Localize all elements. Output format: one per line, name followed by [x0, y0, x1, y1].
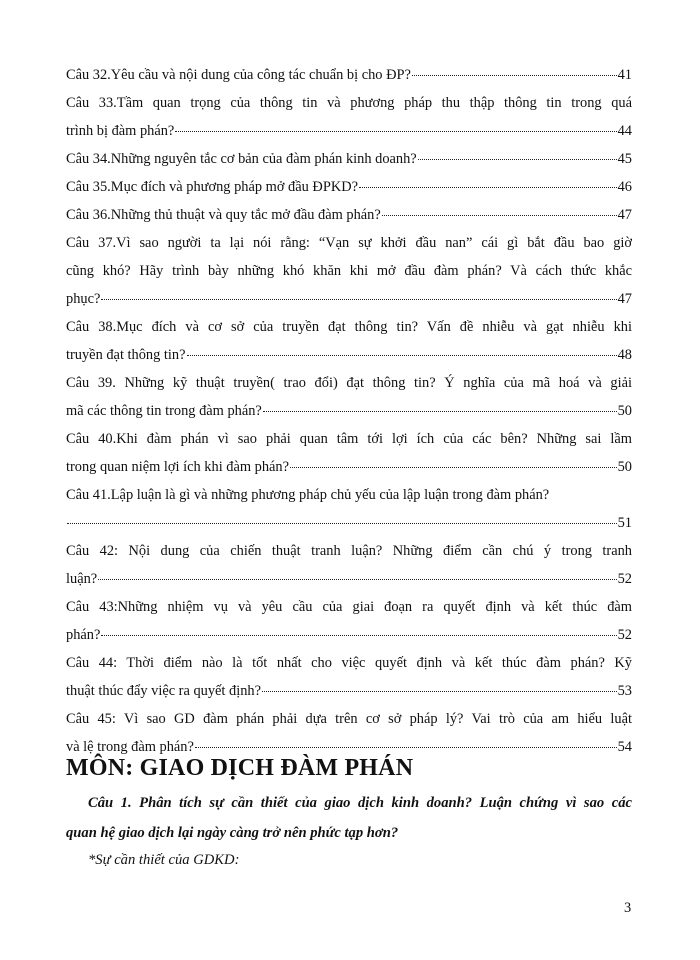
- toc-page-number: 47: [617, 207, 632, 223]
- toc-entry-q41: [66, 481, 632, 537]
- toc-dot-leader: [290, 467, 617, 468]
- toc-entry-text-line: Câu 38.Mục đích và cơ sở của truyền đạt thông tin? Vấn đề nhiễu và gạt nhiễu khi: [66, 319, 632, 335]
- toc-entry-text: và lệ trong đàm phán?: [66, 739, 194, 755]
- toc-entry-text: Câu 35.Mục đích và phương pháp mở đầu ĐPKD?: [66, 179, 359, 195]
- toc-page-number: 52: [617, 627, 632, 643]
- table-of-contents: [66, 61, 632, 761]
- toc-dot-leader: [175, 131, 616, 132]
- toc-page-number: 48: [617, 347, 632, 363]
- page-number: 3: [624, 900, 632, 916]
- toc-entry-text-line: Câu 41.Lập luận là gì và những phương pháp chủ yếu của lập luận trong đàm phán?: [66, 487, 550, 503]
- toc-entry-last-line: [66, 341, 632, 369]
- toc-entry-q34: [66, 145, 632, 173]
- toc-entry-q43: [66, 593, 632, 649]
- toc-entry-q35: [66, 173, 632, 201]
- toc-entry-last-line: [66, 201, 632, 229]
- section-heading: MÔN: GIAO DỊCH ĐÀM PHÁN: [66, 755, 414, 781]
- toc-entry-text: mã các thông tin trong đàm phán?: [66, 403, 262, 419]
- toc-dot-leader: [195, 747, 617, 748]
- toc-entry-q42: [66, 537, 632, 593]
- toc-page-number: 41: [617, 67, 632, 83]
- toc-page-number: 50: [617, 403, 632, 419]
- toc-entry-last-line: [66, 509, 632, 537]
- toc-entry-last-line: [66, 173, 632, 201]
- toc-entry-text: trong quan niệm lợi ích khi đàm phán?: [66, 459, 290, 475]
- toc-page-number: 52: [617, 571, 632, 587]
- toc-entry-text-line: Câu 39. Những kỹ thuật truyền( trao đổi) đạt thông tin? Ý nghĩa của mã hoá và giải: [66, 375, 632, 391]
- toc-entry-q38: [66, 313, 632, 369]
- toc-entry-text-line: Câu 40.Khi đàm phán vì sao phải quan tâm tới lợi ích của các bên? Những sai lầm: [66, 431, 632, 447]
- toc-entry-q44: [66, 649, 632, 705]
- toc-dot-leader: [263, 411, 617, 412]
- toc-page-number: 54: [617, 739, 632, 755]
- toc-dot-leader: [412, 75, 617, 76]
- toc-dot-leader: [98, 579, 616, 580]
- toc-dot-leader: [101, 635, 616, 636]
- toc-page-number: 45: [617, 151, 632, 167]
- toc-entry-q33: [66, 89, 632, 145]
- toc-entry-last-line: [66, 677, 632, 705]
- toc-entry-text-line: Câu 43:Những nhiệm vụ và yêu cầu của giai đoạn ra quyết định và kết thúc đàm: [66, 599, 632, 615]
- toc-page-number: 44: [617, 123, 632, 139]
- toc-entry-text: phục?: [66, 291, 101, 307]
- toc-entry-text-line: Câu 42: Nội dung của chiến thuật tranh luận? Những điểm cần chú ý trong tranh: [66, 543, 632, 559]
- toc-entry-text-line: Câu 45: Vì sao GD đàm phán phải dựa trên cơ sở pháp lý? Vai trò của am hiểu luật: [66, 711, 632, 727]
- toc-entry-last-line: [66, 397, 632, 425]
- toc-entry-text: thuật thúc đẩy việc ra quyết định?: [66, 683, 262, 699]
- toc-page-number: 47: [617, 291, 632, 307]
- toc-entry-last-line: [66, 117, 632, 145]
- toc-entry-last-line: [66, 565, 632, 593]
- toc-dot-leader: [262, 691, 617, 692]
- toc-entry-last-line: [66, 621, 632, 649]
- toc-entry-text-line: Câu 33.Tầm quan trọng của thông tin và phương pháp thu thập thông tin trong quá: [66, 95, 632, 111]
- question-1: [66, 788, 632, 848]
- toc-page-number: 46: [617, 179, 632, 195]
- toc-entry-text: Câu 32.Yêu cầu và nội dung của công tác chuẩn bị cho ĐP?: [66, 67, 411, 83]
- toc-entry-text-line: cũng khó? Hãy trình bày những khó khăn khi mở đầu đàm phán? Và cách thức khắc: [66, 263, 632, 279]
- toc-dot-leader: [418, 159, 617, 160]
- toc-entry-text: Câu 34.Những nguyên tắc cơ bản của đàm phán kinh doanh?: [66, 151, 417, 167]
- toc-page-number: 51: [617, 515, 632, 531]
- question-1-line-2: quan hệ giao dịch lại ngày càng trở nên phức tạp hơn?: [66, 825, 399, 841]
- toc-dot-leader: [359, 187, 617, 188]
- toc-entry-text-line: Câu 37.Vì sao người ta lại nói rằng: “Vạn sự khởi đầu nan” cái gì bắt đầu bao giờ: [66, 235, 632, 251]
- toc-entry-q45: [66, 705, 632, 761]
- toc-entry-q37: [66, 229, 632, 313]
- toc-dot-leader: [187, 355, 617, 356]
- toc-dot-leader: [101, 299, 616, 300]
- toc-entry-last-line: [66, 453, 632, 481]
- toc-entry-last-line: [66, 145, 632, 173]
- toc-entry-text-line: Câu 44: Thời điểm nào là tốt nhất cho việc quyết định và kết thúc đàm phán? Kỹ: [66, 655, 632, 671]
- toc-dot-leader: [67, 523, 617, 524]
- subheading: *Sự cần thiết của GDKD:: [88, 852, 240, 868]
- toc-entry-q36: [66, 201, 632, 229]
- toc-entry-last-line: [66, 61, 632, 89]
- toc-entry-text: luận?: [66, 571, 98, 587]
- toc-entry-text: Câu 36.Những thủ thuật và quy tắc mở đầu đàm phán?: [66, 207, 381, 223]
- toc-entry-text: phán?: [66, 627, 101, 643]
- toc-page-number: 53: [617, 683, 632, 699]
- toc-entry-q39: [66, 369, 632, 425]
- toc-entry-q40: [66, 425, 632, 481]
- toc-dot-leader: [382, 215, 617, 216]
- question-1-line-1: Câu 1. Phân tích sự cần thiết của giao dịch kinh doanh? Luận chứng vì sao các: [88, 795, 632, 811]
- toc-entry-q32: [66, 61, 632, 89]
- toc-entry-text: truyền đạt thông tin?: [66, 347, 186, 363]
- toc-entry-last-line: [66, 285, 632, 313]
- toc-page-number: 50: [617, 459, 632, 475]
- toc-entry-text: trình bị đàm phán?: [66, 123, 175, 139]
